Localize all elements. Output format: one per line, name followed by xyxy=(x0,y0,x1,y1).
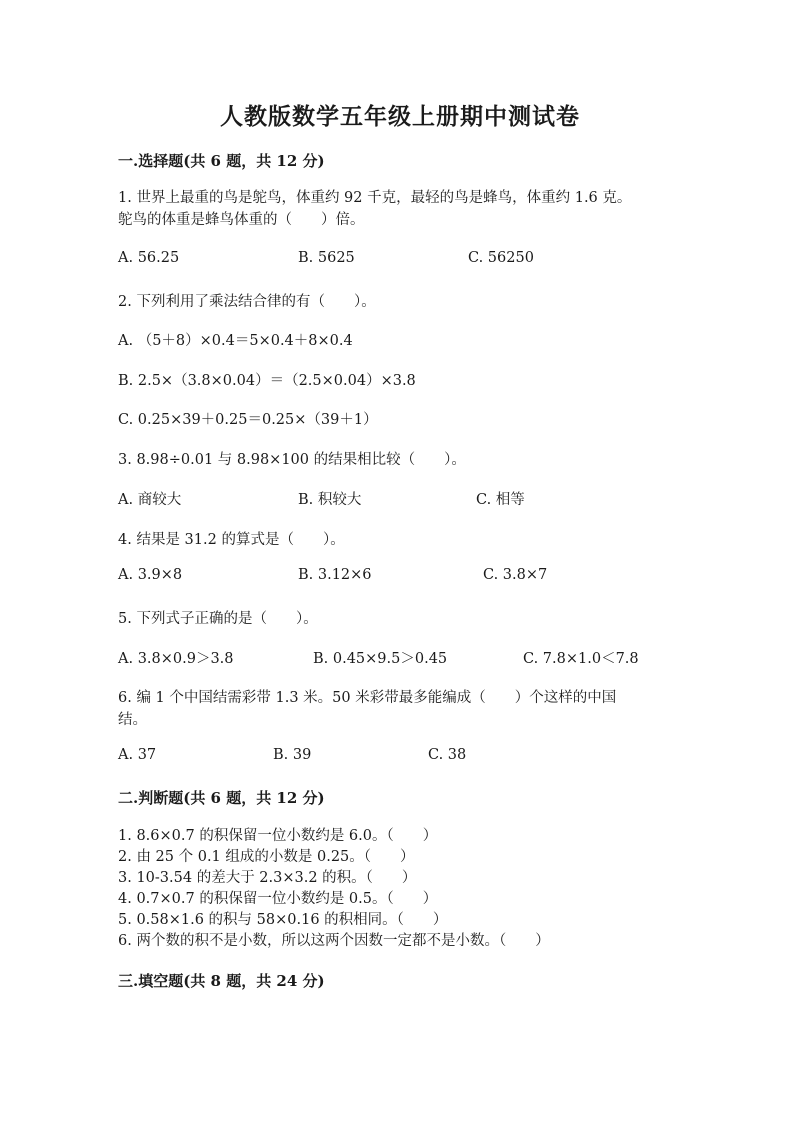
page-title: 人教版数学五年级上册期中测试卷 xyxy=(220,103,580,130)
question-1-option-a: A. 56.25 xyxy=(118,250,180,266)
section-heading-choice: 一.选择题(共 6 题，共 12 分) xyxy=(118,152,325,170)
question-5-option-b: B. 0.45×9.5＞0.45 xyxy=(313,651,448,667)
question-5-text: 5. 下列式子正确的是（ ）。 xyxy=(118,611,318,627)
question-5-option-c: C. 7.8×1.0＜7.8 xyxy=(523,651,639,667)
judge-item-3: 3. 10-3.54 的差大于 2.3×3.2 的积。（ ） xyxy=(118,870,417,886)
question-6-option-b: B. 39 xyxy=(273,747,312,763)
question-2-text: 2. 下列利用了乘法结合律的有（ ）。 xyxy=(118,294,376,310)
question-3-option-a: A. 商较大 xyxy=(118,492,182,508)
question-3-text: 3. 8.98÷0.01 与 8.98×100 的结果相比较（ ）。 xyxy=(118,452,466,468)
judge-item-4: 4. 0.7×0.7 的积保留一位小数约是 0.5。（ ） xyxy=(118,891,438,907)
question-2-option-a: A. （5＋8）×0.4＝5×0.4＋8×0.4 xyxy=(118,333,353,349)
judge-item-5: 5. 0.58×1.6 的积与 58×0.16 的积相同。（ ） xyxy=(118,912,448,928)
section-heading-judge: 二.判断题(共 6 题，共 12 分) xyxy=(118,789,325,807)
question-1-option-b: B. 5625 xyxy=(298,250,355,266)
question-6-text-cont: 结。 xyxy=(118,712,147,728)
question-6-text: 6. 编 1 个中国结需彩带 1.3 米。50 米彩带最多能编成（ ）个这样的中国 xyxy=(118,690,617,706)
question-4-text: 4. 结果是 31.2 的算式是（ ）。 xyxy=(118,532,345,548)
question-4-option-b: B. 3.12×6 xyxy=(298,567,372,583)
question-2-option-b: B. 2.5×（3.8×0.04）＝（2.5×0.04）×3.8 xyxy=(118,373,416,389)
question-1-text: 1. 世界上最重的鸟是鸵鸟，体重约 92 千克，最轻的鸟是蜂鸟，体重约 1.6 克。 xyxy=(118,190,632,206)
question-2-option-c: C. 0.25×39＋0.25＝0.25×（39＋1） xyxy=(118,412,378,428)
section-heading-fill: 三.填空题(共 8 题，共 24 分) xyxy=(118,972,325,990)
judge-item-6: 6. 两个数的积不是小数，所以这两个因数一定都不是小数。（ ） xyxy=(118,933,550,949)
judge-item-2: 2. 由 25 个 0.1 组成的小数是 0.25。（ ） xyxy=(118,849,415,865)
judge-item-1: 1. 8.6×0.7 的积保留一位小数约是 6.0。（ ） xyxy=(118,828,438,844)
question-4-option-c: C. 3.8×7 xyxy=(483,567,548,583)
question-1-option-c: C. 56250 xyxy=(468,250,534,266)
question-6-option-c: C. 38 xyxy=(428,747,467,763)
question-3-option-b: B. 积较大 xyxy=(298,492,362,508)
question-1-text-cont: 鸵鸟的体重是蜂鸟体重的（ ）倍。 xyxy=(118,212,365,228)
question-6-option-a: A. 37 xyxy=(118,747,157,763)
question-3-option-c: C. 相等 xyxy=(476,492,525,508)
question-5-option-a: A. 3.8×0.9＞3.8 xyxy=(118,651,234,667)
question-4-option-a: A. 3.9×8 xyxy=(118,567,183,583)
